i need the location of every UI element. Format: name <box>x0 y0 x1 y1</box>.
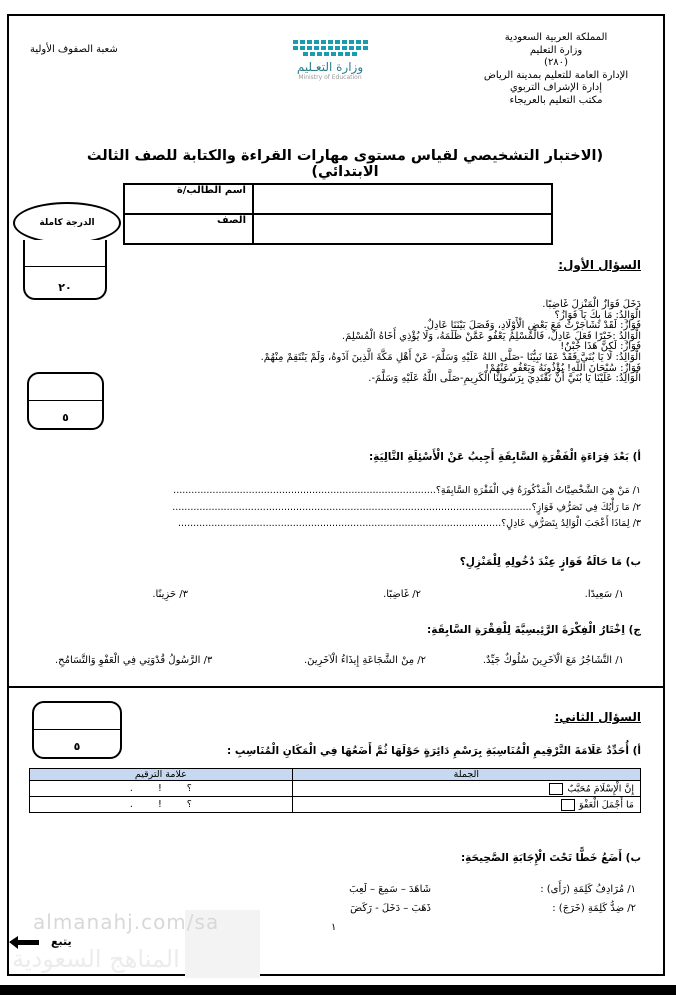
story-paragraph <box>171 300 641 385</box>
sentence-text: مَا أَجْمَلَ الْعَفْوَ <box>578 799 634 810</box>
header-line: مكتب التعليم بالعريجاء <box>509 94 603 106</box>
watermark-arabic: المناهج السعودية <box>12 945 180 973</box>
student-name-field[interactable] <box>253 184 552 214</box>
bottom-bar <box>0 985 676 995</box>
story-line: دَخَلَ فَوَازٌ الْمَنْزِلَ غَاضِبًا. <box>542 299 641 310</box>
punctuation-table <box>29 768 641 813</box>
student-info-table <box>123 183 553 245</box>
col-mark-header: علامة الترقيم <box>30 769 293 781</box>
q1-score: ٥ <box>62 411 69 424</box>
class-field[interactable] <box>253 214 552 244</box>
next-page-indicator[interactable] <box>17 935 72 948</box>
q1-c-option-2[interactable]: ٢/ مِنْ الشَّجَاعَةِ إِيذَاءُ الْآخَرِينَ. <box>303 655 426 666</box>
story-line: فَوَازٌ: لَكِنَّ هَذَا جُبْنٌ! <box>560 341 641 353</box>
page-number: ١ <box>331 922 337 933</box>
sentence-cell <box>292 797 640 813</box>
col-sentence-header: الجملة <box>292 769 640 781</box>
logo-english-text: Ministry of Education <box>298 74 362 81</box>
exclamation-mark-option[interactable]: ! <box>157 783 162 794</box>
story-line: الْوَالِدُ: مَا بِكَ يَا فَوَازُ؟ <box>554 309 641 321</box>
header-division: شعبة الصفوف الأولية <box>30 44 118 55</box>
header-line: (٢٨٠) <box>544 57 568 68</box>
section-divider <box>7 686 665 688</box>
period-mark-option[interactable]: . <box>129 783 133 794</box>
q1-c-option-3[interactable]: ٣/ الرَّسُولُ قُدْوَتِي فِي الْعَفْوِ وَالتَّسَامُحِ. <box>55 655 213 666</box>
story-line: الْوَالِدُ: لَا يَا بُنَيَّ فَقَدْ عَفَا نَبِيُّنَا -صَلَّى اللهُ عَلَيْهِ وَسَلَّمَ- عَنْ أَهْلِ مَكَّةَ الَّذِينَ آذَوهُ، وَلَمْ يَنْتَقِمْ مِنْهُمْ. <box>260 351 641 363</box>
q2-part-a-title: أ) أُحَدِّدُ عَلَامَةَ التَّرْقِيمِ الْمُنَاسِبَةِ بِرَسْمِ دَائِرَةٍ حَوْلَهَا ثُمَّ أَضَعُهَا فِي الْمَكَانِ الْمُنَاسِبِ : <box>226 745 641 757</box>
header-line: إدارة الإشراف التربوي <box>509 82 603 93</box>
q1-a-question-1[interactable]: ١/ مَنْ هِيَ الشَّخْصِيَّاتُ الْمَذْكُورَةُ فِي الْفَقْرَةِ السَّابِقَةِ؟....................................................................................... <box>173 485 641 496</box>
story-line: فَوَازٌ: سُبْحَانَ اللَّهِ! يُؤْذُونَهُ وَيَعْفُو عَنْهُمْ! <box>485 362 641 374</box>
story-line: فَوَازٌ: لَقَدْ تَشَاجَرْتُ مَعَ بَعْضِ الْأَوْلَادِ، وَفَصَلَ بَيْنَنَا عَادِلٌ. <box>423 320 641 332</box>
ministry-logo <box>270 40 390 100</box>
logo-arabic-text: وزارة التعـليم <box>296 60 364 74</box>
answer-box[interactable] <box>561 799 575 811</box>
table-row <box>30 797 641 813</box>
q2-score: ٥ <box>73 740 81 753</box>
q2-score-box <box>32 701 122 759</box>
period-mark-option[interactable]: . <box>129 799 133 810</box>
q2-heading: السؤال الثاني: <box>554 710 641 724</box>
q2-b-question-2: ٢/ ضِدُّ كَلِمَةِ (خَرَجَ) : <box>552 903 636 914</box>
exam-title: (الاختبار التشخيصي لقياس مستوى مهارات القراءة والكتابة للصف الثالث الابتدائي) <box>86 148 604 180</box>
exclamation-mark-option[interactable]: ! <box>157 799 162 810</box>
q1-a-question-2[interactable]: ٢/ مَا رَأْيُكَ فِي تَصَرُّفِ فَوَازٍ؟....................................................................................................................... <box>172 502 641 513</box>
sentence-cell <box>292 781 640 797</box>
question-mark-option[interactable]: ؟ <box>186 799 192 810</box>
story-line: الْوَالِدُ: عَلَيْنَا يَا بُنَيَّ أَنْ نَقْتَدِيَ بِرَسُولِنَا الْكَرِيمِ-صَلَّى اللَّهُ عَلَيْهِ وَسَلَّمَ-. <box>368 373 641 385</box>
q1-part-c-title: ج) اِخْتَارُ الْفِكْرَةَ الرَّئِيسِيَّةَ لِلْفِقْرَةِ السَّابِقَةِ: <box>427 624 641 636</box>
class-label: الصف <box>124 214 253 244</box>
logo-dots-icon <box>290 40 370 56</box>
total-score: ٢٠ <box>58 281 72 294</box>
header-line: الإدارة العامة للتعليم بمدينة الرياض <box>483 69 629 81</box>
q2-part-b-title: ب) أَضَعُ خَطًّا تَحْتَ الْإِجَابَةِ الصَّحِيحَةِ: <box>460 852 641 864</box>
q1-heading: السؤال الأول: <box>558 258 641 272</box>
q1-part-a-title: أ) بَعْدَ قِرَاءَةِ الْفَقْرَةِ السَّابِقَةِ أَجِيبُ عَنْ الْأَسْئِلَةِ التَّالِيَةِ: <box>368 451 641 463</box>
q1-b-option-2[interactable]: ٢/ غَاضِبًا. <box>383 589 421 600</box>
sentence-text: إِنَّ الْإِسْلَامَ مُحَبَّبٌ <box>567 783 634 794</box>
mark-options[interactable] <box>30 797 293 813</box>
header-ministry-block <box>476 32 636 107</box>
q1-c-option-1[interactable]: ١/ التَّشَاجُرُ مَعَ الْآخَرِينَ سُلُوكٌ جَيِّدٌ. <box>482 655 624 666</box>
answer-box[interactable] <box>549 783 563 795</box>
total-score-box <box>23 240 107 300</box>
q2-b-choices-1[interactable]: شَاهَدَ – سَمِعَ – لَعِبَ <box>349 884 431 895</box>
full-grade-oval: الدرجة كاملة <box>13 202 121 244</box>
q1-b-option-3[interactable]: ٣/ حَزِينًا. <box>152 589 188 600</box>
mark-options[interactable] <box>30 781 293 797</box>
q2-b-choices-2[interactable]: ذَهَبَ – دَخَلَ - رَكَضَ <box>350 903 431 914</box>
arrow-left-icon <box>17 940 39 945</box>
q1-score-box <box>27 372 104 430</box>
next-label: يتبع <box>51 935 72 948</box>
question-mark-option[interactable]: ؟ <box>186 783 192 794</box>
header-line: المملكة العربية السعودية <box>504 32 608 43</box>
student-name-label: اسم الطالب/ة <box>124 184 253 214</box>
watermark-text: almanahj.com/sa <box>33 910 220 934</box>
q1-a-question-3[interactable]: ٣/ لِمَاذَا أَعْجَبَ الْوَالِدُ بِتَصَرُّفِ عَادِلٍ؟........................................................................................................... <box>178 518 641 529</box>
q1-b-option-1[interactable]: ١/ سَعِيدًا. <box>584 589 624 600</box>
header-line: وزارة التعليم <box>529 44 583 56</box>
table-row <box>30 781 641 797</box>
story-line: الْوَالِدُ :خَيْرًا فَعَلَ عَادِلٌ، فَالْمُسْلِمُ يَعْفُو عَمَّنْ ظَلَمَهُ، وَلَا يُؤْذِي أَخَاهُ الْمُسْلِمَ. <box>341 330 641 342</box>
q2-b-question-1: ١/ مُرَادِفُ كَلِمَةِ (رَأَى) : <box>540 884 636 895</box>
q1-part-b-title: ب) مَا حَالَةُ فَوَازٍ عِنْدَ دُخُولِهِ لِلْمَنْزِلِ؟ <box>459 556 641 568</box>
